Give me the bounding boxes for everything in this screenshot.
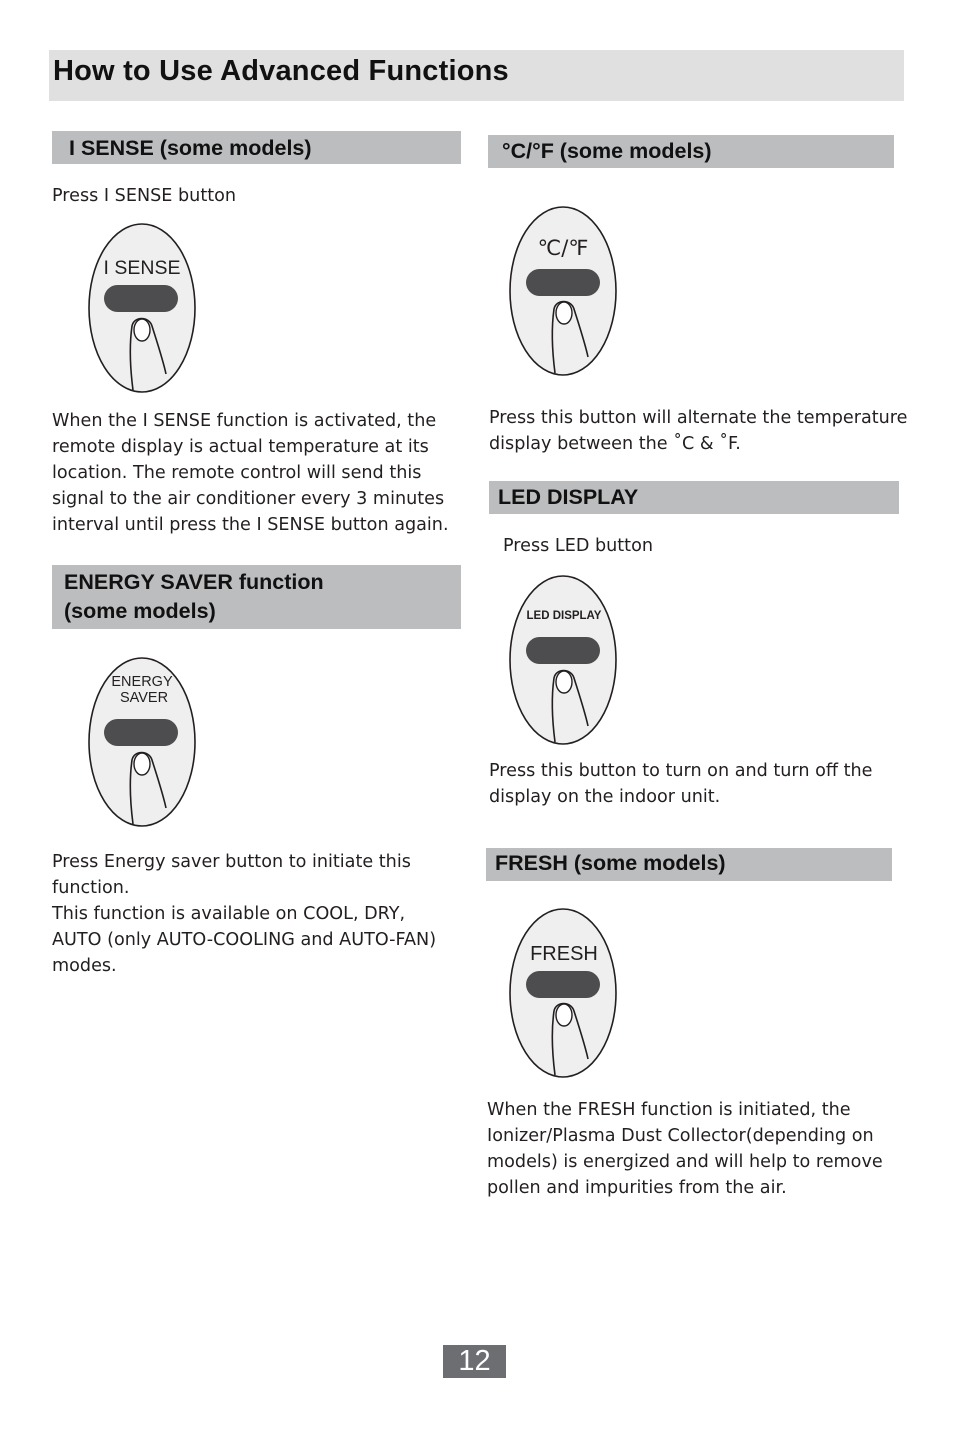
led-display-desc-line-1: Press this button to turn on and turn off the [489, 761, 873, 781]
isense-heading [52, 131, 461, 164]
fresh-desc-line-3: models) is energized and will help to remove [487, 1152, 883, 1172]
energy-saver-desc-line-5: modes. [52, 956, 117, 976]
page-title-bar [49, 50, 904, 101]
energy-saver-button [104, 719, 178, 746]
led-display-button [526, 637, 600, 664]
led-display-heading [489, 481, 899, 514]
isense-desc-line-2: remote display is actual temperature at its [52, 437, 429, 457]
energy-saver-button-label-line-1: ENERGY [111, 674, 173, 690]
energy-saver-remote-button-illustration [86, 656, 198, 828]
temp-unit-desc-line-2: display between the ˚C & ˚F. [489, 434, 741, 454]
led-display-button-label: LED DISPLAY [526, 610, 602, 622]
fresh-desc-line-1: When the FRESH function is initiated, the [487, 1100, 851, 1120]
fresh-heading [486, 848, 892, 881]
energy-saver-heading-line-1: ENERGY SAVER function [64, 570, 324, 594]
isense-button-label: I SENSE [103, 257, 181, 279]
isense-desc-line-1: When the I SENSE function is activated, the [52, 411, 437, 431]
fresh-button-label: FRESH [530, 943, 598, 965]
fresh-heading-text: FRESH (some models) [495, 851, 726, 875]
fresh-desc-line-4: pollen and impurities from the air. [487, 1178, 787, 1198]
energy-saver-heading-line-2: (some models) [64, 599, 216, 623]
temp-unit-button [526, 269, 600, 296]
energy-saver-desc-line-3: This function is available on COOL, DRY, [52, 904, 406, 924]
led-display-remote-button-illustration [509, 574, 621, 746]
isense-desc-line-3: location. The remote control will send this [52, 463, 422, 483]
page-number: 12 [443, 1345, 506, 1378]
isense-desc-line-4: signal to the air conditioner every 3 minutes [52, 489, 445, 509]
isense-remote-button-illustration [86, 222, 198, 394]
temp-unit-desc-line-1: Press this button will alternate the temperature [489, 408, 908, 428]
energy-saver-button-label-line-2: SAVER [119, 690, 169, 706]
isense-button [104, 285, 178, 312]
energy-saver-heading [52, 565, 461, 629]
fresh-button [526, 971, 600, 998]
isense-heading-text: I SENSE (some models) [69, 136, 312, 160]
energy-saver-desc-line-4: AUTO (only AUTO-COOLING and AUTO-FAN) [52, 930, 437, 950]
fresh-remote-button-illustration [509, 907, 621, 1079]
temp-unit-heading [488, 135, 894, 168]
temp-unit-button-label: ℃/℉ [537, 236, 589, 260]
temp-unit-heading-text: °C/°F (some models) [502, 139, 712, 163]
fresh-desc-line-2: Ionizer/Plasma Dust Collector(depending on [487, 1126, 874, 1146]
temp-unit-remote-button-illustration [509, 205, 621, 377]
energy-saver-desc-line-2: function. [52, 878, 130, 898]
energy-saver-desc-line-1: Press Energy saver button to initiate this [52, 852, 411, 872]
led-display-desc-line-2: display on the indoor unit. [489, 787, 721, 807]
isense-instruction: Press I SENSE button [52, 186, 237, 206]
isense-desc-line-5: interval until press the I SENSE button again. [52, 515, 449, 535]
led-display-instruction: Press LED button [503, 536, 653, 556]
page-title: How to Use Advanced Functions [53, 55, 509, 87]
led-display-heading-text: LED DISPLAY [498, 485, 639, 509]
